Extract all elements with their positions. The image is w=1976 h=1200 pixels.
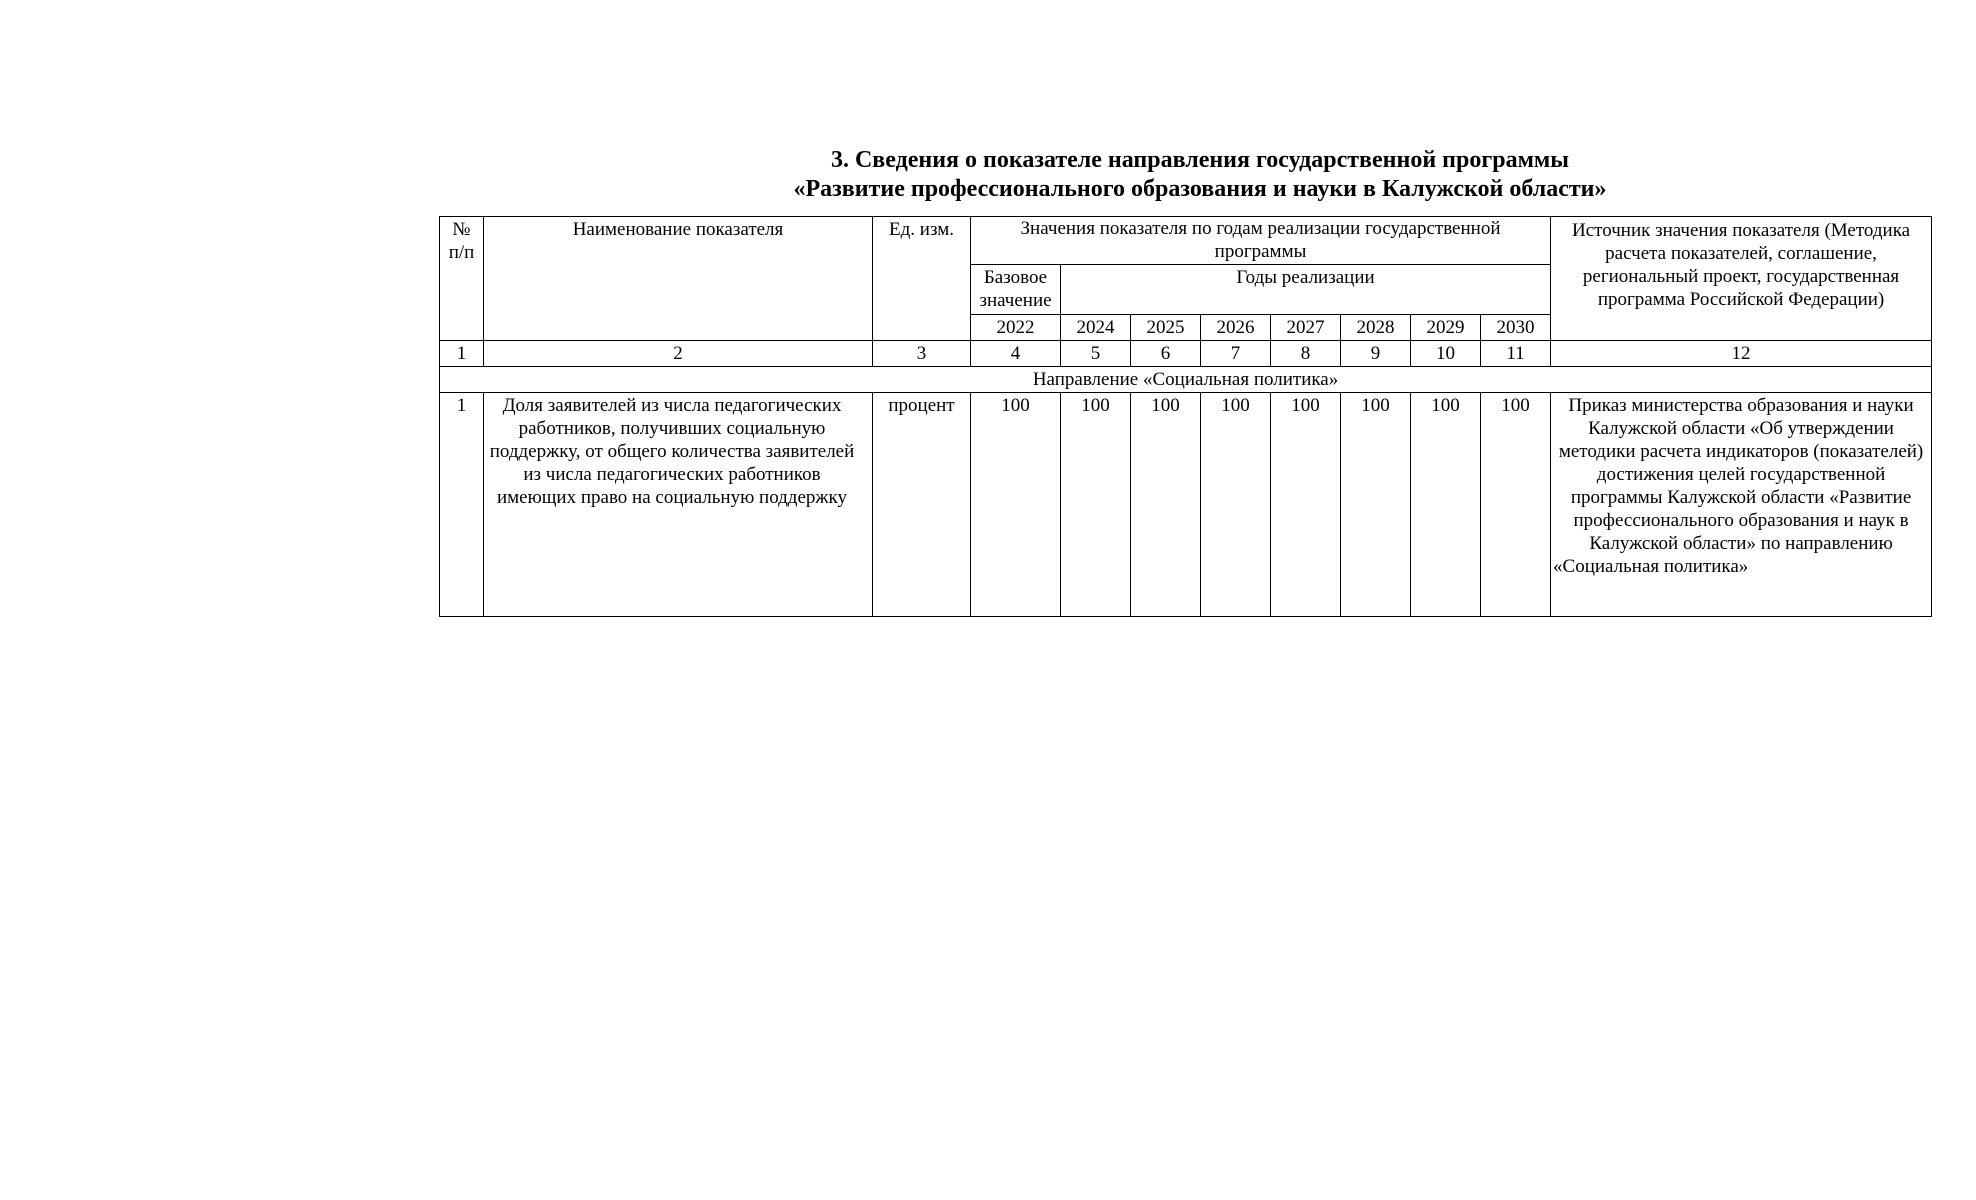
header-unit: Ед. изм. bbox=[873, 217, 971, 341]
header-year: 2027 bbox=[1271, 315, 1341, 341]
header-years-group: Годы реализации bbox=[1061, 265, 1551, 315]
column-numbers-row bbox=[440, 341, 1932, 367]
column-number: 7 bbox=[1201, 341, 1271, 367]
row-year-value: 100 bbox=[1341, 393, 1411, 617]
row-base-value: 100 bbox=[971, 393, 1061, 617]
header-num-line-1: № bbox=[452, 219, 471, 240]
header-year: 2030 bbox=[1481, 315, 1551, 341]
document-title bbox=[700, 146, 1700, 204]
column-number: 3 bbox=[873, 341, 971, 367]
column-number: 9 bbox=[1341, 341, 1411, 367]
header-num-line-2: п/п bbox=[448, 242, 475, 263]
row-year-value: 100 bbox=[1131, 393, 1201, 617]
row-year-value: 100 bbox=[1411, 393, 1481, 617]
title-line-2: «Развитие профессионального образования и науки в Калужской области» bbox=[793, 176, 1607, 202]
row-year-value: 100 bbox=[1061, 393, 1131, 617]
section-row bbox=[440, 367, 1932, 393]
header-base-year: 2022 bbox=[971, 315, 1061, 341]
row-year-value: 100 bbox=[1201, 393, 1271, 617]
row-indicator-name: Доля заявителей из числа педагогических работников, получивших социальную поддержку, от общего количества заявителей из числа педагогических работников имеющих право на социальную поддержку bbox=[484, 393, 873, 617]
column-number: 5 bbox=[1061, 341, 1131, 367]
header-base-line-1: Базовое bbox=[983, 267, 1048, 288]
header-year: 2025 bbox=[1131, 315, 1201, 341]
row-source: Приказ министерства образования и науки Калужской области «Об утверждении методики расчета индикаторов (показателей) достижения целей государственной программы Калужской области «Развитие профессионального образования и наук в Калужской области» по направлению «Социальная политика» bbox=[1551, 393, 1932, 617]
section-title: Направление «Социальная политика» bbox=[440, 367, 1932, 393]
header-num bbox=[440, 217, 484, 341]
column-number: 6 bbox=[1131, 341, 1201, 367]
header-year: 2029 bbox=[1411, 315, 1481, 341]
header-source: Источник значения показателя (Методика расчета показателей, соглашение, региональный проект, государственная программа Российской Федерации) bbox=[1551, 217, 1932, 341]
header-values-group: Значения показателя по годам реализации государственной программы bbox=[971, 217, 1551, 265]
column-number: 4 bbox=[971, 341, 1061, 367]
indicator-table bbox=[439, 216, 1932, 617]
column-number: 1 bbox=[440, 341, 484, 367]
header-name: Наименование показателя bbox=[484, 217, 873, 341]
header-row-1 bbox=[440, 217, 1932, 265]
title-line-1: 3. Сведения о показателе направления государственной программы bbox=[830, 147, 1570, 173]
row-unit: процент bbox=[873, 393, 971, 617]
row-year-value: 100 bbox=[1481, 393, 1551, 617]
column-number: 10 bbox=[1411, 341, 1481, 367]
header-year: 2026 bbox=[1201, 315, 1271, 341]
row-num: 1 bbox=[440, 393, 484, 617]
column-number: 2 bbox=[484, 341, 873, 367]
header-year: 2028 bbox=[1341, 315, 1411, 341]
column-number: 11 bbox=[1481, 341, 1551, 367]
column-number: 12 bbox=[1551, 341, 1932, 367]
header-base bbox=[971, 265, 1061, 315]
header-base-line-2: значение bbox=[979, 290, 1052, 311]
column-number: 8 bbox=[1271, 341, 1341, 367]
table-row bbox=[440, 393, 1932, 617]
header-year: 2024 bbox=[1061, 315, 1131, 341]
row-year-value: 100 bbox=[1271, 393, 1341, 617]
